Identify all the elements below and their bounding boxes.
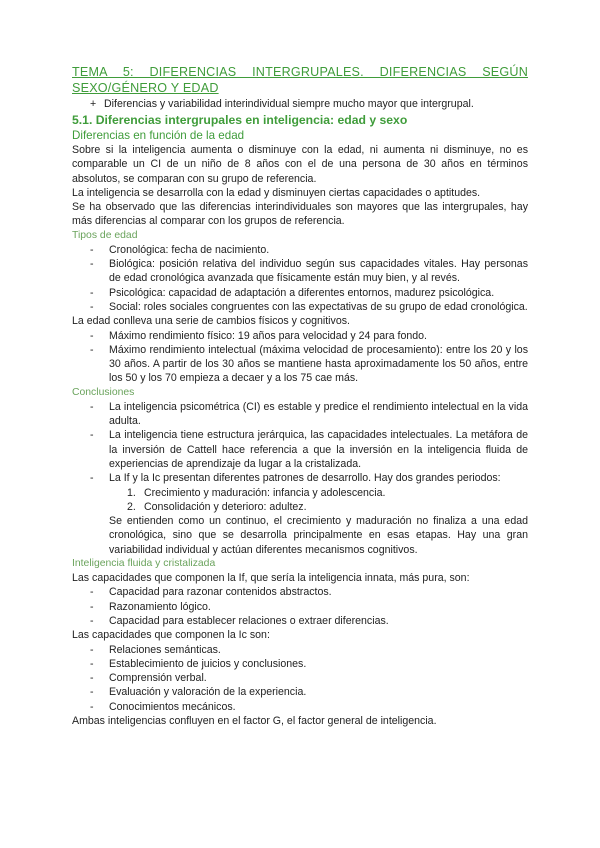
fluida-heading: Inteligencia fluida y cristalizada bbox=[72, 558, 216, 570]
dash-marker: - bbox=[90, 429, 94, 442]
if-list bbox=[72, 585, 528, 628]
list-item bbox=[72, 657, 528, 671]
list-item bbox=[72, 585, 528, 599]
document-page bbox=[72, 64, 528, 728]
list-item bbox=[72, 471, 528, 485]
cambios-paragraph: La edad conlleva una serie de cambios físicos y cognitivos. bbox=[72, 315, 350, 328]
list-item-text: La inteligencia psicométrica (CI) es estable y predice el rendimiento intelectual en la vida adulta. bbox=[109, 400, 528, 428]
list-item bbox=[72, 286, 528, 300]
list-item bbox=[72, 614, 528, 628]
list-item bbox=[72, 329, 528, 343]
list-item-text: Psicológica: capacidad de adaptación a diferentes entornos, madurez psicológica. bbox=[109, 286, 495, 299]
list-item-text: Cronológica: fecha de nacimiento. bbox=[109, 243, 270, 256]
list-item-text: Máximo rendimiento intelectual (máxima velocidad de procesamiento): entre los 20 y los 30 años. A partir de los 30 años se mantiene hasta aproximadamente los 50 años, entre los 50 y los 70 empieza a decaer y a los 75 cae más. bbox=[109, 343, 528, 385]
subheading-edad: Diferencias en función de la edad bbox=[72, 129, 245, 142]
dash-marker: - bbox=[90, 243, 94, 256]
paragraph-1: Sobre si la inteligencia aumenta o disminuye con la edad, ni aumenta ni disminuye, no es comparable un CI de un niño de 8 años con el de una persona de 30 años en términos absolutos, se comparan con su grupo de referencia. bbox=[72, 144, 528, 185]
intro-bullet bbox=[72, 97, 528, 111]
dash-marker: - bbox=[90, 686, 94, 699]
list-item-text: La If y la Ic presentan diferentes patrones de desarrollo. Hay dos grandes periodos: bbox=[109, 472, 501, 485]
ic-list bbox=[72, 643, 528, 714]
section-heading: 5.1. Diferencias intergrupales en inteligencia: edad y sexo bbox=[72, 113, 408, 127]
tipos-heading: Tipos de edad bbox=[72, 229, 138, 241]
list-item bbox=[72, 500, 528, 514]
conclusiones-heading: Conclusiones bbox=[72, 386, 135, 398]
tipos-list bbox=[72, 243, 528, 314]
list-item-text: Razonamiento lógico. bbox=[109, 600, 211, 613]
periodos-note: Se entienden como un continuo, el crecimiento y maduración no finaliza a una edad cronológica, sino que se desarrolla principalmente en esas etapas. Hay una gran variabilidad individual y actúan diferentes mecanismos cognitivos. bbox=[109, 515, 528, 556]
dash-marker: - bbox=[90, 672, 94, 685]
final-paragraph: Ambas inteligencias confluyen en el factor G, el factor general de inteligencia. bbox=[72, 714, 437, 727]
list-item-text: Evaluación y valoración de la experiencia. bbox=[109, 686, 307, 699]
list-item bbox=[72, 685, 528, 699]
list-item-text: Relaciones semánticas. bbox=[109, 643, 221, 656]
paragraph-2: La inteligencia se desarrolla con la edad y disminuyen ciertas capacidades o aptitudes. bbox=[72, 186, 481, 199]
list-item bbox=[72, 671, 528, 685]
title-line-2: SEXO/GÉNERO Y EDAD bbox=[72, 81, 219, 95]
dash-marker: - bbox=[90, 286, 94, 299]
title-line-1: TEMA 5: DIFERENCIAS INTERGRUPALES. DIFERENCIAS SEGÚN bbox=[72, 65, 528, 79]
list-item-text: Conocimientos mecánicos. bbox=[109, 700, 236, 713]
list-item bbox=[72, 243, 528, 257]
dash-marker: - bbox=[90, 643, 94, 656]
list-item bbox=[72, 300, 528, 314]
dash-marker: - bbox=[90, 586, 94, 599]
list-item bbox=[72, 257, 528, 286]
number-marker: 1. bbox=[127, 486, 136, 499]
dash-marker: - bbox=[90, 657, 94, 670]
dash-marker: - bbox=[90, 343, 94, 356]
ic-paragraph: Las capacidades que componen la Ic son: bbox=[72, 629, 270, 642]
dash-marker: - bbox=[90, 472, 94, 485]
conclusiones-list bbox=[72, 400, 528, 486]
list-item bbox=[72, 400, 528, 429]
plus-marker: + bbox=[90, 98, 97, 110]
list-item-text: Consolidación y deterioro: adultez. bbox=[144, 500, 307, 513]
list-item-text: La inteligencia tiene estructura jerárquica, las capacidades intelectuales. La metáfora de la inversión de Cattell hace referencia a que la inversión en la inteligencia fluida de experiencias de aprendizaje da lugar a la cristalizada. bbox=[109, 429, 528, 470]
list-item-text: Capacidad para establecer relaciones o extraer diferencias. bbox=[109, 614, 389, 627]
dash-marker: - bbox=[90, 300, 94, 313]
dash-marker: - bbox=[90, 600, 94, 613]
list-item-text: Biológica: posición relativa del individuo según sus capacidades vitales. Hay personas de edad cronológica avanzada que físicamente están muy bien, y al revés. bbox=[109, 258, 528, 285]
list-item-text: Máximo rendimiento físico: 19 años para velocidad y 24 para fondo. bbox=[109, 329, 427, 342]
list-item-text: Crecimiento y maduración: infancia y adolescencia. bbox=[144, 486, 386, 499]
list-item bbox=[72, 428, 528, 471]
page-title bbox=[72, 64, 528, 96]
list-item bbox=[72, 486, 528, 500]
list-item-text: Establecimiento de juicios y conclusiones. bbox=[109, 657, 307, 670]
paragraph-3: Se ha observado que las diferencias interindividuales son mayores que las intergrupales, hay más diferencias al comparar con los grupos de referencia. bbox=[72, 201, 528, 228]
dash-marker: - bbox=[90, 329, 94, 342]
dash-marker: - bbox=[90, 258, 94, 271]
list-item bbox=[72, 643, 528, 657]
dash-marker: - bbox=[90, 400, 94, 413]
if-paragraph: Las capacidades que componen la If, que sería la inteligencia innata, más pura, son: bbox=[72, 572, 470, 585]
dash-marker: - bbox=[90, 700, 94, 713]
list-item-text: Social: roles sociales congruentes con las expectativas de su grupo de edad cronológica. bbox=[109, 300, 528, 313]
list-item bbox=[72, 343, 528, 386]
dash-marker: - bbox=[90, 614, 94, 627]
list-item-text: Comprensión verbal. bbox=[109, 672, 207, 685]
cambios-list bbox=[72, 329, 528, 386]
list-item bbox=[72, 600, 528, 614]
periodos-list bbox=[72, 486, 528, 515]
list-item-text: Capacidad para razonar contenidos abstractos. bbox=[109, 586, 332, 599]
intro-bullet-text: Diferencias y variabilidad interindividual siempre mucho mayor que intergrupal. bbox=[104, 98, 474, 110]
list-item bbox=[72, 700, 528, 714]
number-marker: 2. bbox=[127, 500, 136, 513]
